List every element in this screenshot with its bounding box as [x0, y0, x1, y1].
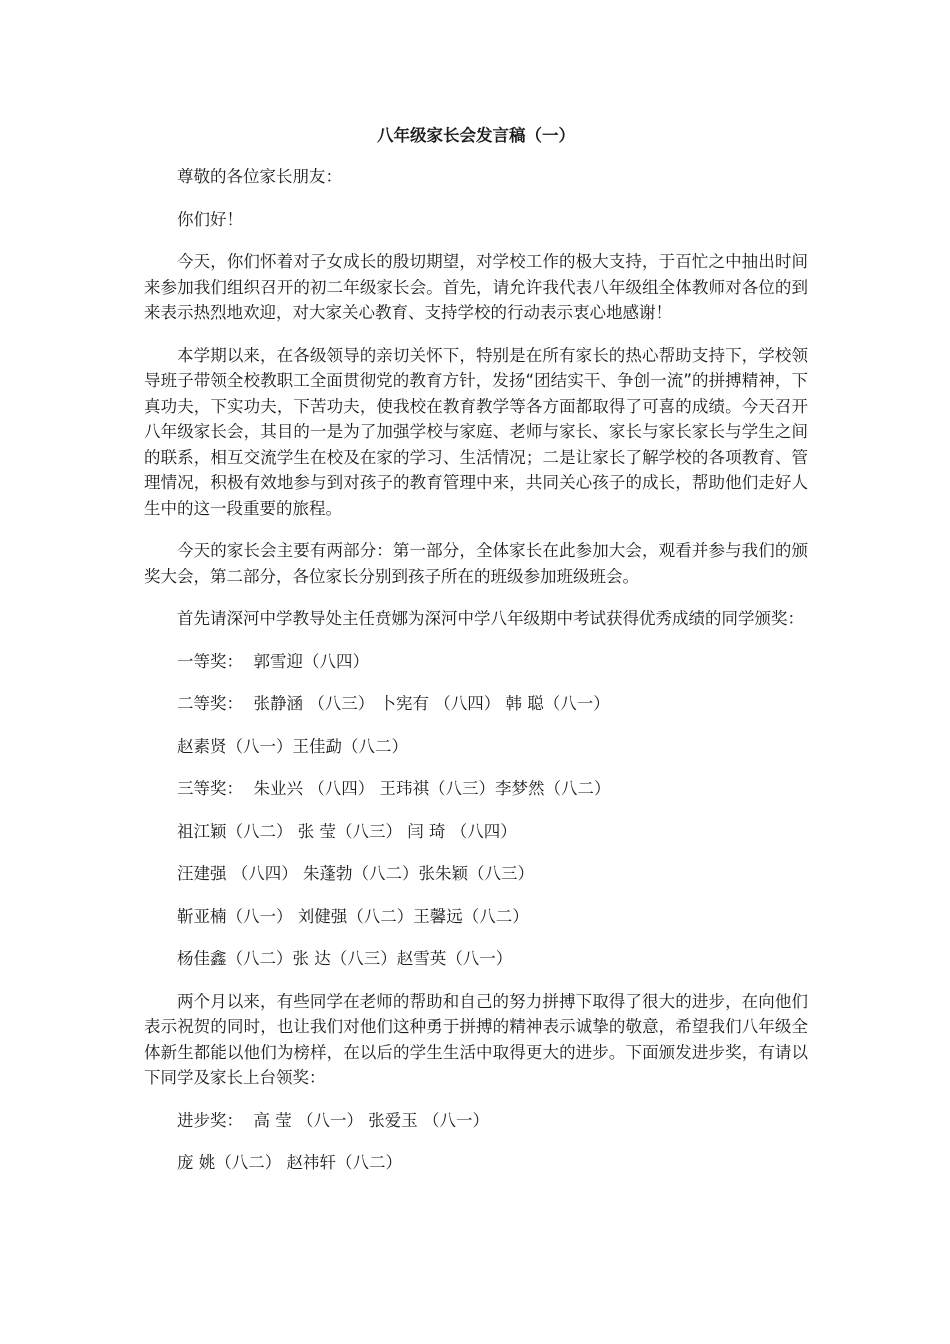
hello: 你们好！	[177, 209, 243, 229]
award-line: 一等奖： 郭雪迎（八四）	[177, 651, 369, 671]
progress-award-line: 进步奖： 高 莹 （八一） 张爱玉 （八一）	[177, 1110, 489, 1130]
paragraph-award-intro: 首先请深河中学教导处主任贲娜为深河中学八年级期中考试获得优秀成绩的同学颁奖：	[177, 609, 804, 628]
award-line: 三等奖： 朱业兴 （八四） 王玮祺（八三）李梦然（八二）	[177, 779, 611, 798]
document-page	[144, 122, 808, 1193]
progress-award-line: 庞 姚（八二） 赵祎轩（八二）	[177, 1153, 402, 1172]
greeting: 尊敬的各位家长朋友：	[177, 167, 342, 186]
paragraph-progress: 两个月以来，有些同学在老师的帮助和自己的努力拼搏下取得了很大的进步，在向他们表示祝贺的同时，也让我们对他们这种勇于拼搏的精神表示诚挚的敬意，希望我们八年级全体新生都能以他们为榜样，在以后的学生生活中取得更大的进步。下面颁发进步奖，有请以下同学及家长上台领奖：	[144, 991, 808, 1087]
award-line: 祖江颖（八二） 张 莹（八三） 闫 琦 （八四）	[177, 821, 517, 841]
award-line: 赵素贤（八一）王佳勐（八二）	[177, 736, 408, 756]
paragraph-welcome: 今天，你们怀着对子女成长的殷切期望，对学校工作的极大支持，于百忙之中抽出时间来参加我们组织召开的初二年级家长会。首先，请允许我代表八年级组全体教师对各位的到来表示热烈地欢迎，对大家关心教育、支持学校的行动表示衷心地感谢！	[144, 252, 808, 322]
award-line: 靳亚楠（八一） 刘健强（八二）王馨远（八二）	[177, 906, 529, 926]
paragraph-semester: 本学期以来，在各级领导的亲切关怀下，特别是在所有家长的热心帮助支持下，学校领导班子带领全校教职工全面贯彻党的教育方针，发扬“团结实干、争创一流”的拼搏精神，下真功夫，下实功夫，下苦功夫，使我校在教育教学等各方面都取得了可喜的成绩。今天召开八年级家长会，其目的一是为了加强学校与家庭、老师与家长、家长与家长家长与学生之间的联系，相互交流学生在校及在家的学习、生活情况；二是让家长了解学校的各项教育、管理情况，积极有效地参与到对孩子的教育管理中来，共同关心孩子的成长，帮助他们走好人生中的这一段重要的旅程。	[144, 345, 808, 518]
document-title: 八年级家长会发言稿（一）	[377, 126, 575, 145]
award-line: 二等奖： 张静涵 （八三） 卜宪有 （八四） 韩 聪（八一）	[177, 694, 610, 713]
award-line: 杨佳鑫（八二）张 达（八三）赵雪英（八一）	[177, 949, 513, 968]
paragraph-agenda: 今天的家长会主要有两部分：第一部分，全体家长在此参加大会，观看并参与我们的颁奖大会，第二部分，各位家长分别到孩子所在的班级参加班级班会。	[144, 541, 808, 586]
award-line: 汪建强 （八四） 朱蓬勃（八二）张朱颖（八三）	[177, 864, 534, 883]
